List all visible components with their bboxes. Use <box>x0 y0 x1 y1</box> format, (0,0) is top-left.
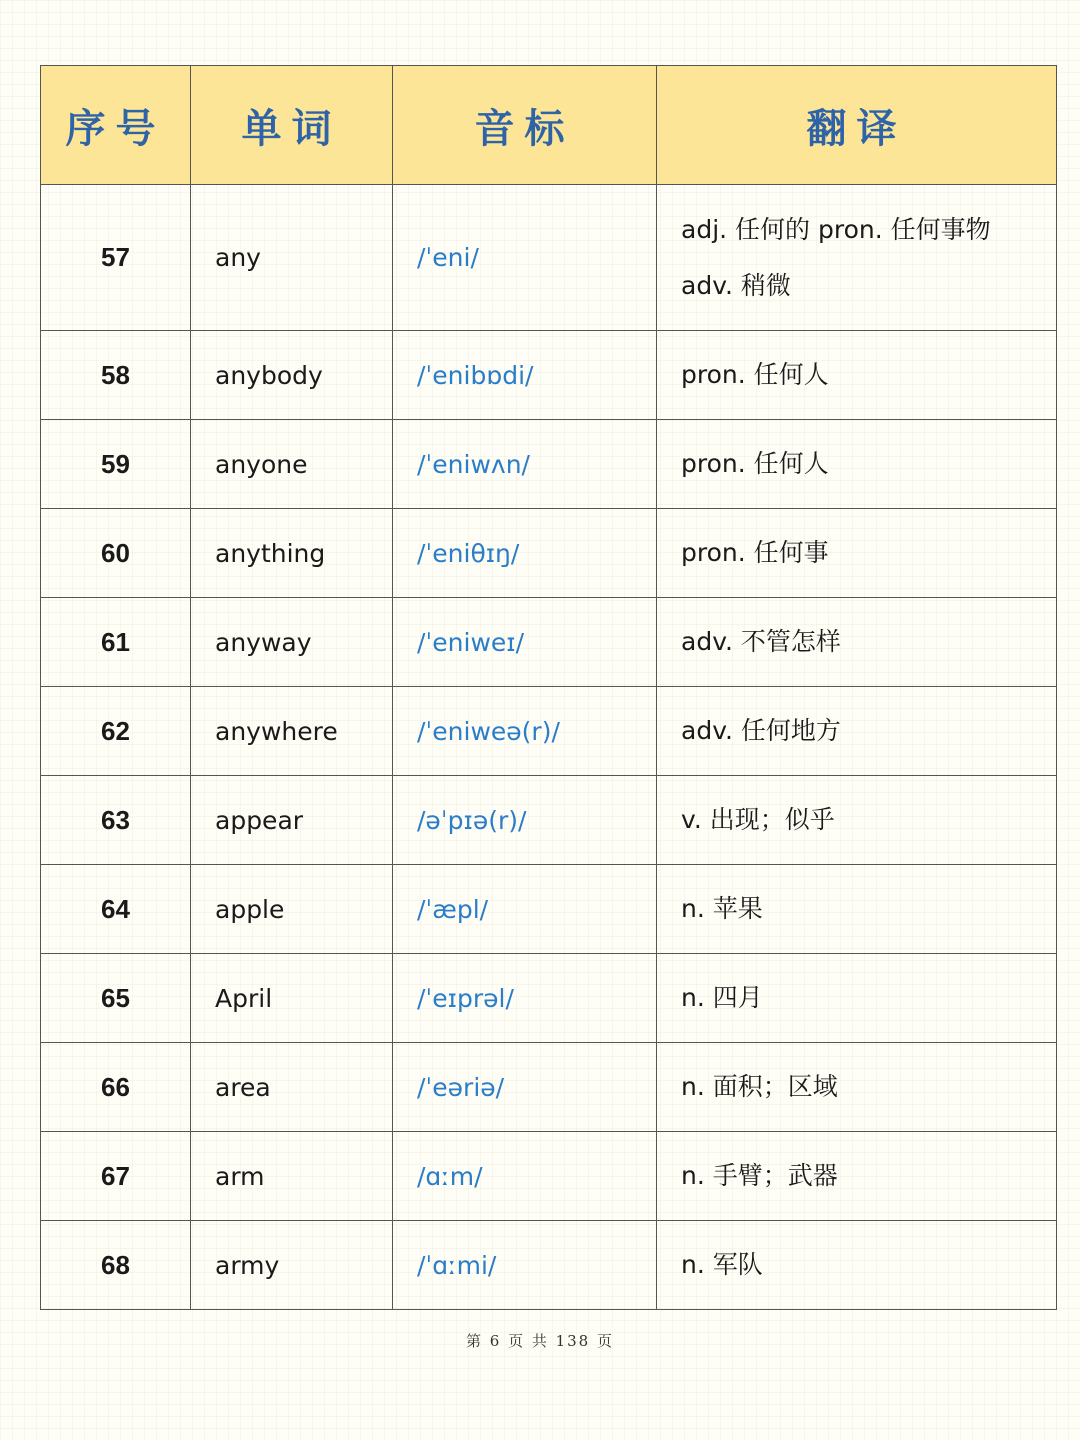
row-number: 66 <box>41 1043 191 1132</box>
row-word: anywhere <box>191 687 393 776</box>
row-word: April <box>191 954 393 1043</box>
row-word: arm <box>191 1132 393 1221</box>
page-number-footer: 第 6 页 共 138 页 <box>465 1332 614 1350</box>
row-translation: v. 出现；似乎 <box>657 776 1057 865</box>
row-word: area <box>191 1043 393 1132</box>
row-phonetic: /ˈeniweɪ/ <box>393 598 657 687</box>
row-number: 64 <box>41 865 191 954</box>
row-number: 59 <box>41 420 191 509</box>
row-number: 58 <box>41 331 191 420</box>
table-row <box>41 776 1057 865</box>
row-number: 67 <box>41 1132 191 1221</box>
row-translation: n. 面积；区域 <box>657 1043 1057 1132</box>
row-number: 65 <box>41 954 191 1043</box>
row-phonetic: /ˈɑːmi/ <box>393 1221 657 1310</box>
row-word: army <box>191 1221 393 1310</box>
row-phonetic: /ˈeniweə(r)/ <box>393 687 657 776</box>
row-translation: n. 苹果 <box>657 865 1057 954</box>
row-number: 63 <box>41 776 191 865</box>
row-translation: pron. 任何人 <box>657 420 1057 509</box>
row-translation: n. 军队 <box>657 1221 1057 1310</box>
table-row <box>41 954 1057 1043</box>
row-word: anybody <box>191 331 393 420</box>
vocab-table <box>40 65 1057 1310</box>
table-row <box>41 331 1057 420</box>
row-phonetic: /ˈeɪprəl/ <box>393 954 657 1043</box>
row-phonetic: /ˈenibɒdi/ <box>393 331 657 420</box>
table-row <box>41 185 1057 331</box>
row-phonetic: /əˈpɪə(r)/ <box>393 776 657 865</box>
row-phonetic: /ˈeniθɪŋ/ <box>393 509 657 598</box>
table-row <box>41 1043 1057 1132</box>
header-number: 序号 <box>41 66 191 185</box>
row-translation: pron. 任何事 <box>657 509 1057 598</box>
row-translation: pron. 任何人 <box>657 331 1057 420</box>
table-row <box>41 865 1057 954</box>
row-word: apple <box>191 865 393 954</box>
row-phonetic: /ˈæpl/ <box>393 865 657 954</box>
table-row <box>41 598 1057 687</box>
row-word: anything <box>191 509 393 598</box>
row-word: appear <box>191 776 393 865</box>
row-translation: adv. 任何地方 <box>657 687 1057 776</box>
translation-line: adv. 稍微 <box>681 270 791 300</box>
row-word: any <box>191 185 393 331</box>
table-row <box>41 687 1057 776</box>
row-translation: n. 手臂；武器 <box>657 1132 1057 1221</box>
table-body <box>41 185 1057 1310</box>
header-translation: 翻译 <box>657 66 1057 185</box>
row-word: anyway <box>191 598 393 687</box>
row-translation: adv. 不管怎样 <box>657 598 1057 687</box>
row-number: 61 <box>41 598 191 687</box>
row-translation: n. 四月 <box>657 954 1057 1043</box>
table-row <box>41 509 1057 598</box>
row-number: 68 <box>41 1221 191 1310</box>
table-row <box>41 420 1057 509</box>
row-translation <box>657 185 1057 331</box>
row-word: anyone <box>191 420 393 509</box>
table-row <box>41 1132 1057 1221</box>
row-phonetic: /ˈeni/ <box>393 185 657 331</box>
header-word: 单词 <box>191 66 393 185</box>
row-number: 57 <box>41 185 191 331</box>
row-phonetic: /ˈeniwʌn/ <box>393 420 657 509</box>
row-phonetic: /ɑːm/ <box>393 1132 657 1221</box>
header-phonetic: 音标 <box>393 66 657 185</box>
row-number: 60 <box>41 509 191 598</box>
row-number: 62 <box>41 687 191 776</box>
row-phonetic: /ˈeəriə/ <box>393 1043 657 1132</box>
table-row <box>41 1221 1057 1310</box>
table-header-row <box>41 66 1057 185</box>
translation-line: adj. 任何的 pron. 任何事物 <box>681 214 991 244</box>
